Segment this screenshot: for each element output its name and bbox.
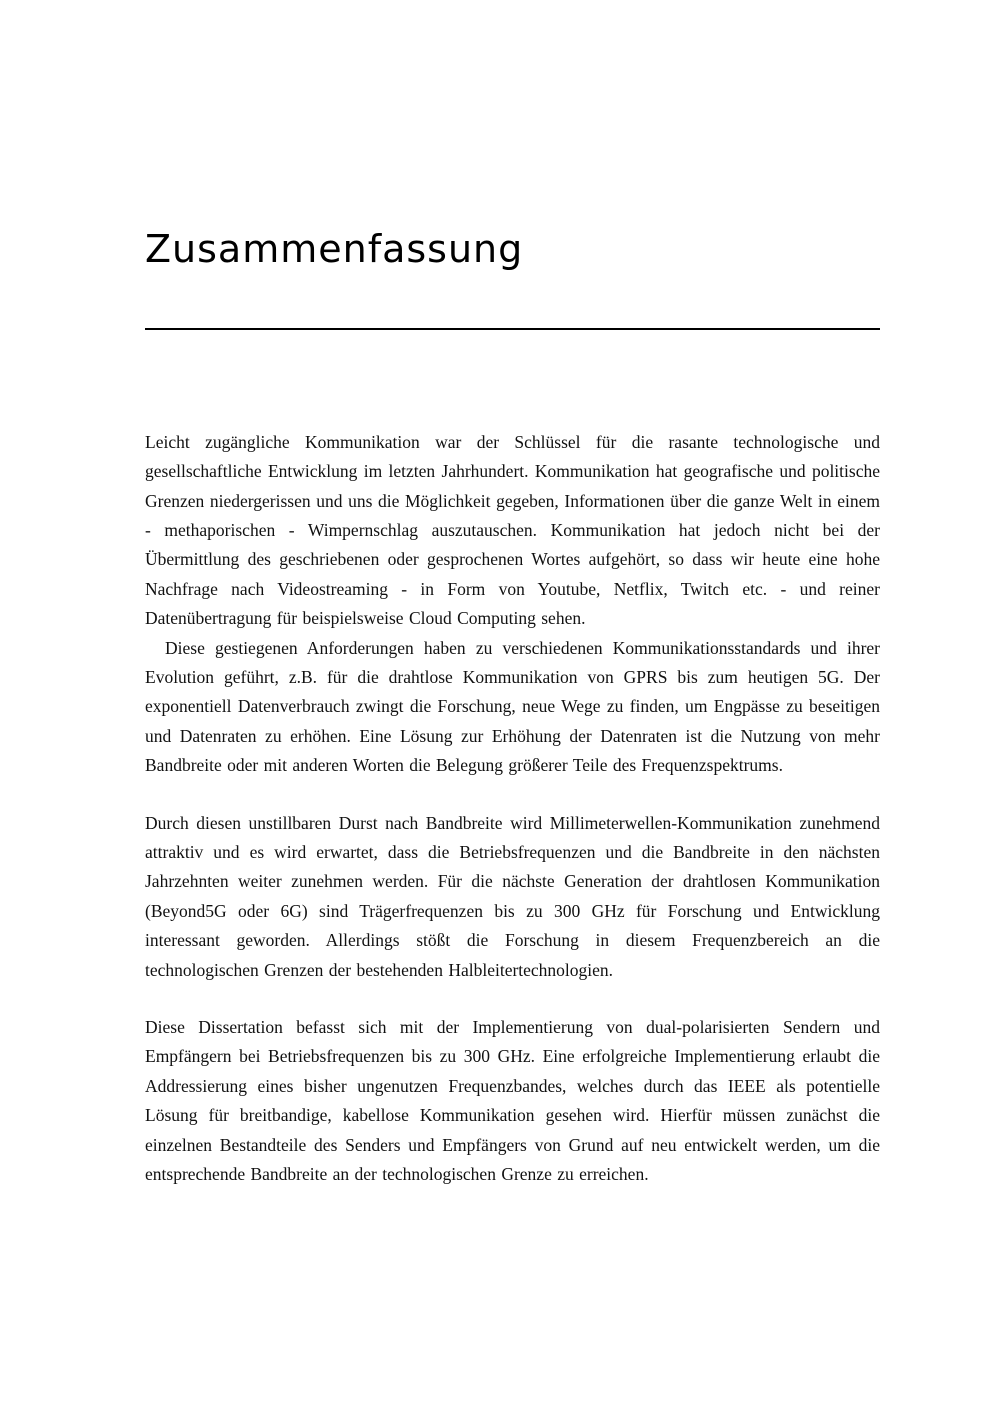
paragraph: Durch diesen unstillbaren Durst nach Bandbreite wird Millimeterwellen-Kommunikation zunehmend attraktiv und es wird erwartet, dass die Betriebsfrequenzen und die Bandbreite in den nächsten Jahrzehnten weiter zunehmen werden. Für die nächste Generation der drahtlosen Kommunikation (Beyond5G oder 6G) sind Trägerfrequenzen bis zu 300 GHz für Forschung und Entwicklung interessant geworden. Allerdings stößt die Forschung in diesem Frequenzbereich an die technologischen Grenzen der bestehenden Halbleitertechnologien. [145, 812, 880, 980]
page-title: Zusammenfassung [145, 227, 524, 271]
paragraph: Leicht zugängliche Kommunikation war der Schlüssel für die rasante technologische und gesellschaftliche Entwicklung im letzten Jahrhundert. Kommunikation hat geografische und politische Grenzen niedergerissen und uns die Möglichkeit gegeben, Informationen über die ganze Welt in einem - methaporischen - Wimpernschlag auszutauschen. Kommunikation hat jedoch nicht bei der Übermittlung des geschriebenen oder gesprochenen Wortes aufgehört, so dass wir heute eine hohe Nachfrage nach Videostreaming - in Form von Youtube, Netflix, Twitch etc. - und reiner Datenübertragung für beispielsweise Cloud Computing sehen. [145, 431, 880, 629]
paragraph: Diese gestiegenen Anforderungen haben zu verschiedenen Kommunikationsstandards und ihrer Evolution geführt, z.B. für die drahtlose Kommunikation von GPRS bis zum heutigen 5G. Der exponentiell Datenverbrauch zwingt die Forschung, neue Wege zu finden, um Engpässe zu beseitigen und Datenraten zu erhöhen. Eine Lösung zur Erhöhung der Datenraten ist die Nutzung von mehr Bandbreite oder mit anderen Worten die Belegung größerer Teile des Frequenzspektrums. [145, 637, 880, 776]
page-content [145, 228, 880, 1189]
paragraph: Diese Dissertation befasst sich mit der Implementierung von dual-polarisierten Sendern und Empfängern bei Betriebsfrequenzen bis zu 300 GHz. Eine erfolgreiche Implementierung erlaubt die Addressierung eines bisher ungenutzen Frequenzbandes, welches durch das IEEE als potentielle Lösung für breitbandige, kabellose Kommunikation gesehen wird. Hierfür müssen zunächst die einzelnen Bestandteile des Senders und Empfängers von Grund auf neu entwickelt werden, um die entsprechende Bandbreite an der technologischen Grenze zu erreichen. [145, 1017, 880, 1185]
title-rule [145, 328, 880, 330]
